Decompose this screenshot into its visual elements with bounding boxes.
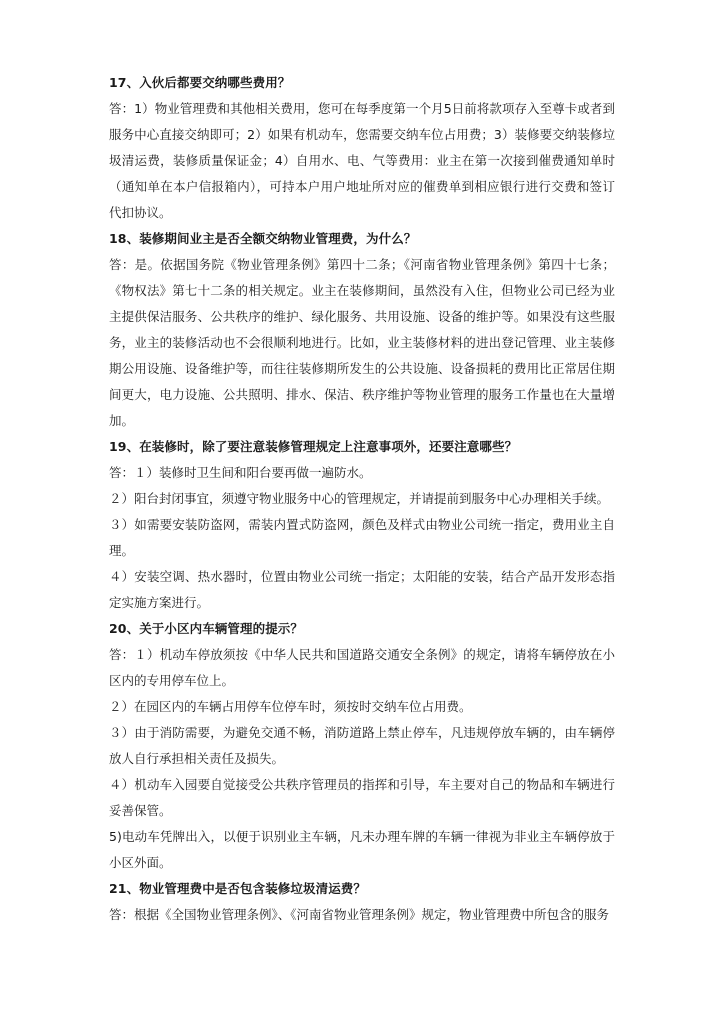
answer-paragraph: ３）如需要安装防盗网，需装内置式防盗网，颜色及样式由物业公司统一指定，费用业主自理。 [109, 517, 615, 558]
answer-paragraph: 答：是。依据国务院《物业管理条例》第四十二条；《河南省物业管理条例》第四十七条；《物权法》第七十二条的相关规定。业主在装修期间，虽然没有入住，但物业公司已经为业主提供保洁服务、公共秩序的维护、绿化服务、共用设施、设备的维护等。如果没有这些服务，业主的装修活动也不会很顺利地进行。比如，业主装修材料的进出登记管理、业主装修期公用设施、设备维护等，而往往装修期所发生的公共设施、设备损耗的费用比正常居住期间更大，电力设施、公共照明、排水、保洁、秩序维护等物业管理的服务工作量也在大量增加。 [109, 257, 615, 428]
answer-paragraph: ２）阳台封闭事宜，须遵守物业服务中心的管理规定，并请提前到服务中心办理相关手续。 [109, 491, 610, 506]
section-heading: 17、入伙后都要交纳哪些费用？ [109, 75, 291, 90]
faq-section-18 [109, 226, 615, 434]
answer-paragraph: 5)电动车凭牌出入，以便于识别业主车辆，凡未办理车牌的车辆一律视为非业主车辆停放于小区外面。 [109, 829, 615, 870]
section-heading: 20、关于小区内车辆管理的提示？ [109, 621, 303, 636]
answer-paragraph: 答：１）机动车停放须按《中华人民共和国道路交通安全条例》的规定，请将车辆停放在小区内的专用停车位上。 [109, 647, 615, 688]
section-heading: 21、物业管理费中是否包含装修垃圾清运费？ [109, 881, 366, 896]
answer-paragraph: 答：根据《全国物业管理条例》、《河南省物业管理条例》规定，物业管理费中所包含的服务 [109, 907, 610, 922]
faq-section-19 [109, 434, 615, 616]
document-page [109, 70, 615, 928]
answer-paragraph: ２）在园区内的车辆占用停车位停车时，须按时交纳车位占用费。 [109, 699, 472, 714]
answer-paragraph: ４）安装空调、热水器时，位置由物业公司统一指定；太阳能的安装，结合产品开发形态指定实施方案进行。 [109, 569, 615, 610]
faq-section-20 [109, 616, 615, 876]
answer-paragraph: ３）由于消防需要，为避免交通不畅，消防道路上禁止停车，凡违规停放车辆的，由车辆停放人自行承担相关责任及损失。 [109, 725, 615, 766]
faq-section-21 [109, 876, 615, 928]
answer-paragraph: ４）机动车入园要自觉接受公共秩序管理员的指挥和引导，车主要对自己的物品和车辆进行妥善保管。 [109, 777, 615, 818]
section-heading: 19、在装修时，除了要注意装修管理规定上注意事项外，还要注意哪些？ [109, 439, 518, 454]
answer-paragraph: 答：1）物业管理费和其他相关费用，您可在每季度第一个月5日前将款项存入至尊卡或者到服务中心直接交纳即可；2）如果有机动车，您需要交纳车位占用费；3）装修要交纳装修垃圾清运费，装修质量保证金；4）自用水、电、气等费用：业主在第一次接到催费通知单时（通知单在本户信报箱内），可持本户用户地址所对应的催费单到相应银行进行交费和签订代扣协议。 [109, 101, 615, 220]
section-heading: 18、装修期间业主是否全额交纳物业管理费，为什么？ [109, 231, 417, 246]
answer-paragraph: 答：１）装修时卫生间和阳台要再做一遍防水。 [109, 465, 372, 480]
faq-section-17 [109, 70, 615, 226]
